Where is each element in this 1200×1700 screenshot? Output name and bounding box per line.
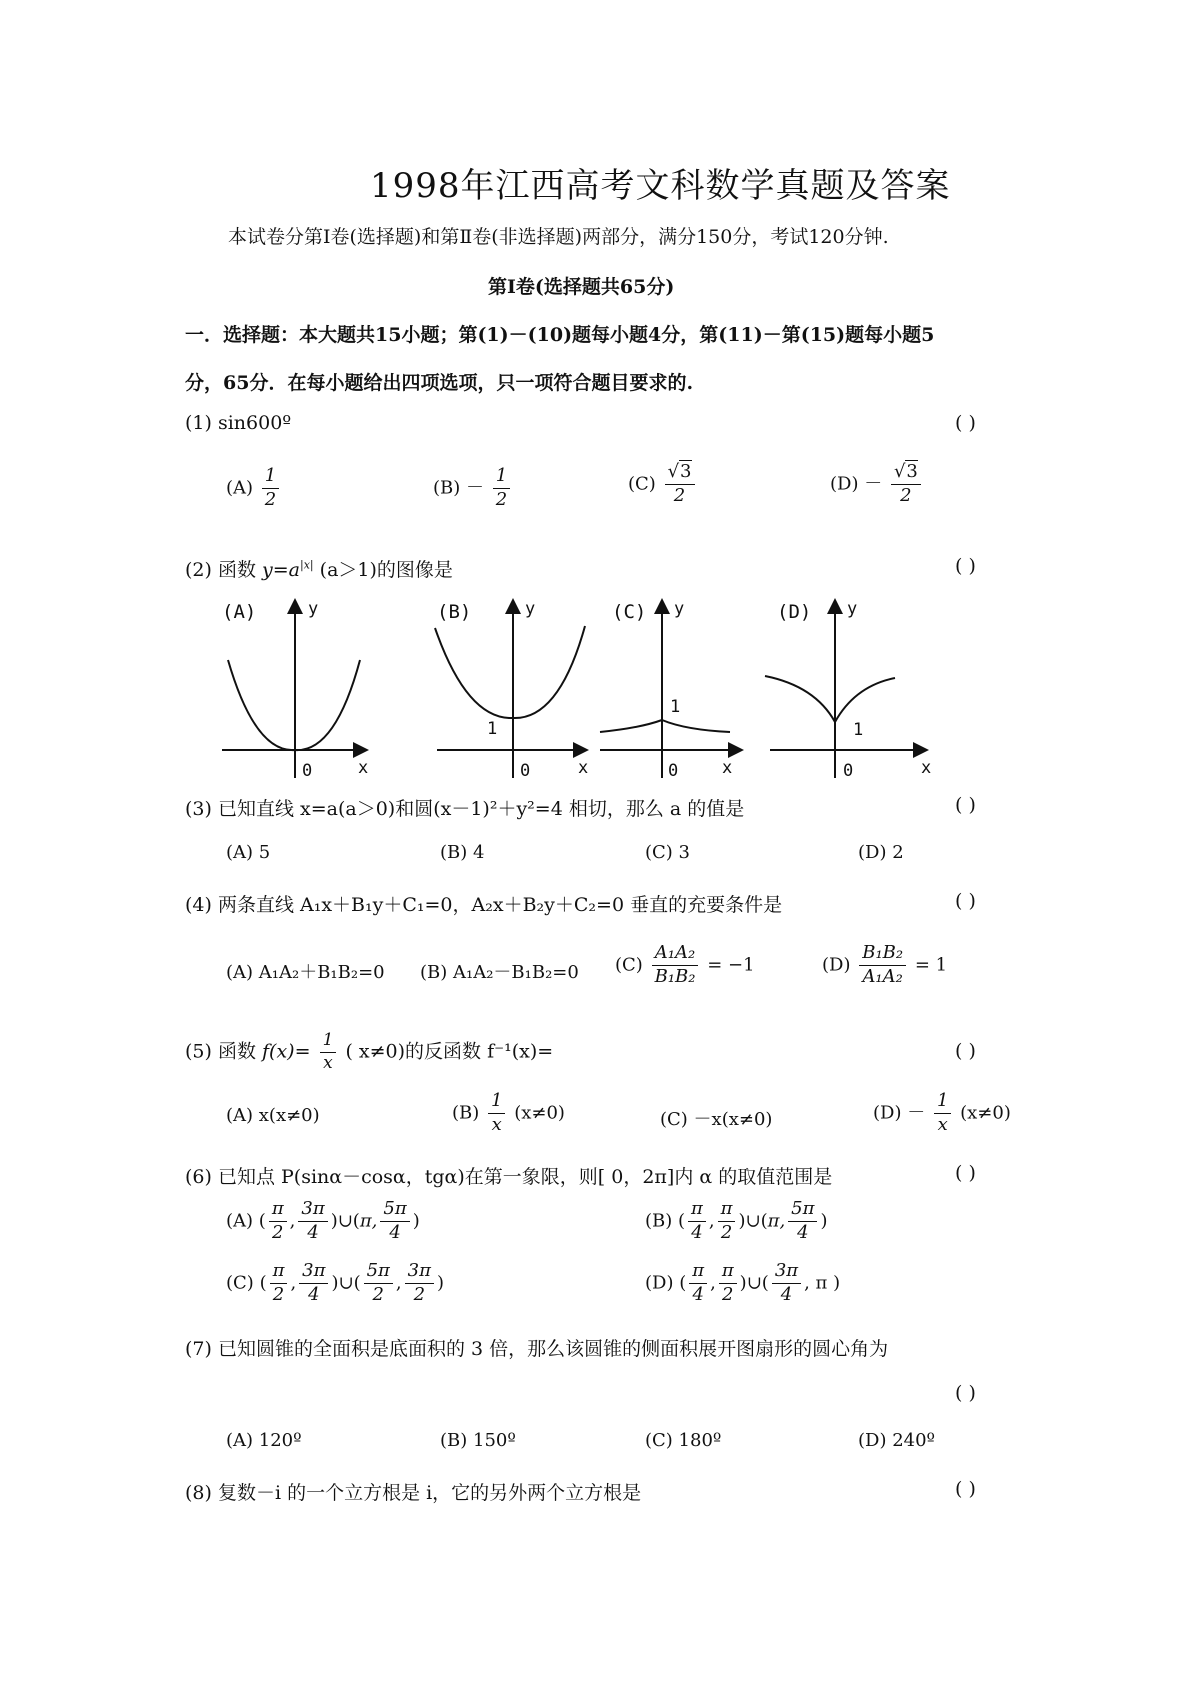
option-c: (C) 180º [645, 1430, 722, 1451]
option-label: (D) － [830, 473, 883, 495]
option-label: (B) － [433, 477, 484, 499]
denominator: 2 [673, 484, 686, 506]
numerator: π [719, 1262, 737, 1284]
answer-blank: ( ) [955, 1040, 976, 1062]
option-c [615, 944, 755, 987]
option-label: (C) [615, 954, 643, 976]
paren: ( [679, 1272, 687, 1294]
numerator: 1 [320, 1032, 337, 1053]
section-title: 第Ⅰ卷(选择题共65分) [488, 276, 675, 298]
x-axis-label: x [578, 758, 589, 778]
question-stem: (4) 两条直线 A₁x＋B₁y＋C₁=0，A₂x＋B₂y＋C₂=0 垂直的充要条件是 [185, 894, 783, 916]
denominator: 4 [691, 1221, 703, 1243]
comma: , [710, 1272, 716, 1294]
origin-label: 0 [843, 761, 854, 781]
graph-options [210, 598, 990, 783]
curve [600, 720, 730, 732]
option-b: (B) A₁A₂－B₁B₂=0 [420, 962, 579, 983]
option-rest: (x≠0) [960, 1102, 1011, 1124]
question-stem: (8) 复数－i 的一个立方根是 i，它的另外两个立方根是 [185, 1482, 642, 1504]
answer-blank: ( ) [955, 412, 976, 434]
option-a: (A) A₁A₂＋B₁B₂=0 [226, 962, 385, 983]
answer-blank: ( ) [955, 1382, 976, 1404]
option-c: (C) －x(x≠0) [660, 1109, 773, 1130]
x-axis-label: x [358, 758, 369, 778]
y-axis-label: y [525, 599, 536, 619]
option-label: (D) [822, 954, 851, 976]
option-a: (A) 5 [226, 842, 271, 863]
option-d [830, 463, 924, 506]
sqrt-sign: √ [667, 461, 680, 482]
option-a [226, 467, 282, 510]
origin-label: 0 [668, 761, 679, 781]
graph-a [222, 599, 368, 781]
question-stem [185, 555, 453, 582]
answer-blank: ( ) [955, 1478, 976, 1500]
graph-d [765, 599, 931, 781]
option-label: (D) [645, 1272, 674, 1294]
origin-label: 0 [302, 761, 313, 781]
option-c [628, 463, 698, 506]
radicand: 3 [906, 461, 918, 482]
graph-c [600, 599, 740, 781]
option-b [645, 1200, 828, 1243]
denominator: A₁A₂ [862, 965, 903, 987]
x-axis-label: x [921, 758, 932, 778]
graph-b [435, 599, 588, 781]
denominator: x [937, 1113, 948, 1135]
denominator: 2 [495, 488, 508, 510]
rhs: = −1 [707, 954, 755, 976]
denominator: 2 [722, 1283, 734, 1305]
denominator: 4 [307, 1221, 319, 1243]
numerator: 3π [405, 1262, 434, 1284]
denominator: 2 [372, 1283, 384, 1305]
denominator: x [323, 1052, 333, 1073]
numerator: π [718, 1200, 736, 1222]
answer-blank: ( ) [955, 890, 976, 912]
numerator: 1 [262, 467, 279, 489]
y-axis-label: y [674, 599, 685, 619]
denominator: 2 [720, 1221, 733, 1243]
option-a [226, 1200, 420, 1243]
tail-pi: , π ) [804, 1272, 841, 1294]
option-a: (A) x(x≠0) [226, 1105, 320, 1126]
paren: ) [436, 1272, 444, 1294]
comma: , [708, 1210, 715, 1232]
union: )∪( [739, 1272, 769, 1294]
union: )∪( [738, 1210, 768, 1232]
instructions-line-2: 分，65分．在每小题给出四项选项，只一项符合题目要求的. [185, 372, 694, 394]
denominator: B₁B₂ [654, 965, 696, 987]
numerator: 1 [934, 1092, 951, 1114]
radicand: 3 [680, 461, 692, 482]
option-label: (D) － [873, 1102, 926, 1124]
numerator: 5π [364, 1262, 393, 1284]
paren: ( [259, 1272, 267, 1294]
denominator: 2 [413, 1283, 426, 1305]
stem-lhs: f(x)= [262, 1040, 311, 1063]
numerator: A₁A₂ [652, 944, 698, 966]
denominator: 2 [900, 484, 912, 506]
numerator: 5π [788, 1200, 817, 1222]
question-stem: (7) 已知圆锥的全面积是底面积的 3 倍，那么该圆锥的侧面积展开图扇形的圆心角为 [185, 1338, 889, 1360]
question-stem: (3) 已知直线 x=a(a＞0)和圆(x－1)²＋y²=4 相切，那么 a 的值是 [185, 798, 745, 820]
denominator: 4 [308, 1283, 320, 1305]
sqrt-sign: √ [893, 461, 906, 482]
comma: , [289, 1210, 296, 1232]
stem-exponent: |x| [300, 558, 314, 572]
numerator: 1 [493, 467, 510, 489]
numerator: 3π [298, 1200, 327, 1222]
page-title: 1998年江西高考文科数学真题及答案 [370, 166, 951, 206]
paren: ) [412, 1210, 420, 1232]
denominator: 4 [780, 1283, 793, 1305]
comma: , [290, 1272, 297, 1294]
option-b [452, 1092, 565, 1135]
numerator: π [269, 1200, 287, 1222]
option-d: (D) 240º [858, 1430, 936, 1451]
option-d [645, 1262, 840, 1305]
paren: ( [258, 1210, 266, 1232]
x-axis-label: x [722, 758, 733, 778]
rhs: = 1 [914, 954, 948, 976]
denominator: 2 [272, 1221, 284, 1243]
option-d [873, 1092, 1011, 1135]
stem-expression: y=a [262, 559, 300, 581]
denominator: 2 [272, 1283, 285, 1305]
option-rest: (x≠0) [514, 1102, 565, 1124]
option-label: (C) [628, 473, 656, 495]
union: )∪( [330, 1210, 360, 1232]
stem-condition: (a＞1)的图像是 [319, 559, 453, 581]
option-a: (A) 120º [226, 1430, 302, 1451]
intercept-label: 1 [487, 719, 498, 739]
paren: ) [820, 1210, 828, 1232]
option-label: (A) [226, 1210, 254, 1232]
option-c: (C) 3 [645, 842, 690, 863]
option-d [822, 944, 947, 987]
denominator: x [491, 1113, 502, 1135]
stem-prefix: (5) 函数 [185, 1040, 256, 1063]
origin-label: 0 [520, 761, 531, 781]
stem-prefix: (2) 函数 [185, 559, 256, 581]
answer-blank: ( ) [955, 1162, 976, 1184]
option-b: (B) 150º [440, 1430, 516, 1451]
y-axis-label: y [308, 599, 319, 619]
y-axis-label: y [847, 599, 858, 619]
comma: , [395, 1272, 402, 1294]
option-b [433, 467, 513, 510]
option-label: (A) [226, 477, 254, 499]
curve [765, 676, 895, 722]
numerator: 1 [488, 1092, 505, 1114]
question-stem: (6) 已知点 P(sinα－cosα，tgα)在第一象限，则[ 0，2π]内 α 的取值范围是 [185, 1166, 833, 1188]
stem-rest: ( x≠0)的反函数 f⁻¹(x)= [345, 1040, 554, 1063]
option-c [226, 1262, 444, 1305]
union: )∪( [331, 1272, 361, 1294]
graph-label: (C) [612, 601, 647, 623]
question-stem: (1) sin600º [185, 412, 292, 434]
pi-term: π, [767, 1210, 786, 1232]
denominator: 2 [264, 488, 277, 510]
option-label: (B) [452, 1102, 480, 1124]
intercept-label: 1 [853, 720, 864, 740]
numerator: B₁B₂ [859, 944, 906, 966]
option-label: (C) [226, 1272, 254, 1294]
denominator: 4 [389, 1221, 401, 1243]
graph-label: (D) [777, 601, 812, 623]
numerator: 5π [380, 1200, 409, 1222]
instructions-line-1: 一．选择题：本大题共15小题；第(1)－(10)题每小题4分，第(11)－第(15)题每小题5 [185, 324, 935, 346]
pi-term: π, [359, 1210, 378, 1232]
paren: ( [678, 1210, 686, 1232]
numerator: π [270, 1262, 288, 1284]
numerator: π [689, 1262, 707, 1284]
denominator: 4 [797, 1221, 809, 1243]
option-b: (B) 4 [440, 842, 485, 863]
answer-blank: ( ) [955, 555, 976, 577]
numerator: 3π [772, 1262, 801, 1284]
intro-text: 本试卷分第Ⅰ卷(选择题)和第Ⅱ卷(非选择题)两部分，满分150分，考试120分钟. [228, 226, 889, 248]
curve [435, 626, 585, 718]
graph-label: (A) [222, 601, 257, 623]
numerator: 3π [299, 1262, 328, 1284]
answer-blank: ( ) [955, 794, 976, 816]
option-label: (B) [645, 1210, 673, 1232]
graph-label: (B) [437, 601, 472, 623]
denominator: 4 [692, 1283, 704, 1305]
option-d: (D) 2 [858, 842, 904, 863]
numerator: π [688, 1200, 706, 1222]
question-stem [185, 1032, 553, 1073]
intercept-label: 1 [670, 697, 681, 717]
